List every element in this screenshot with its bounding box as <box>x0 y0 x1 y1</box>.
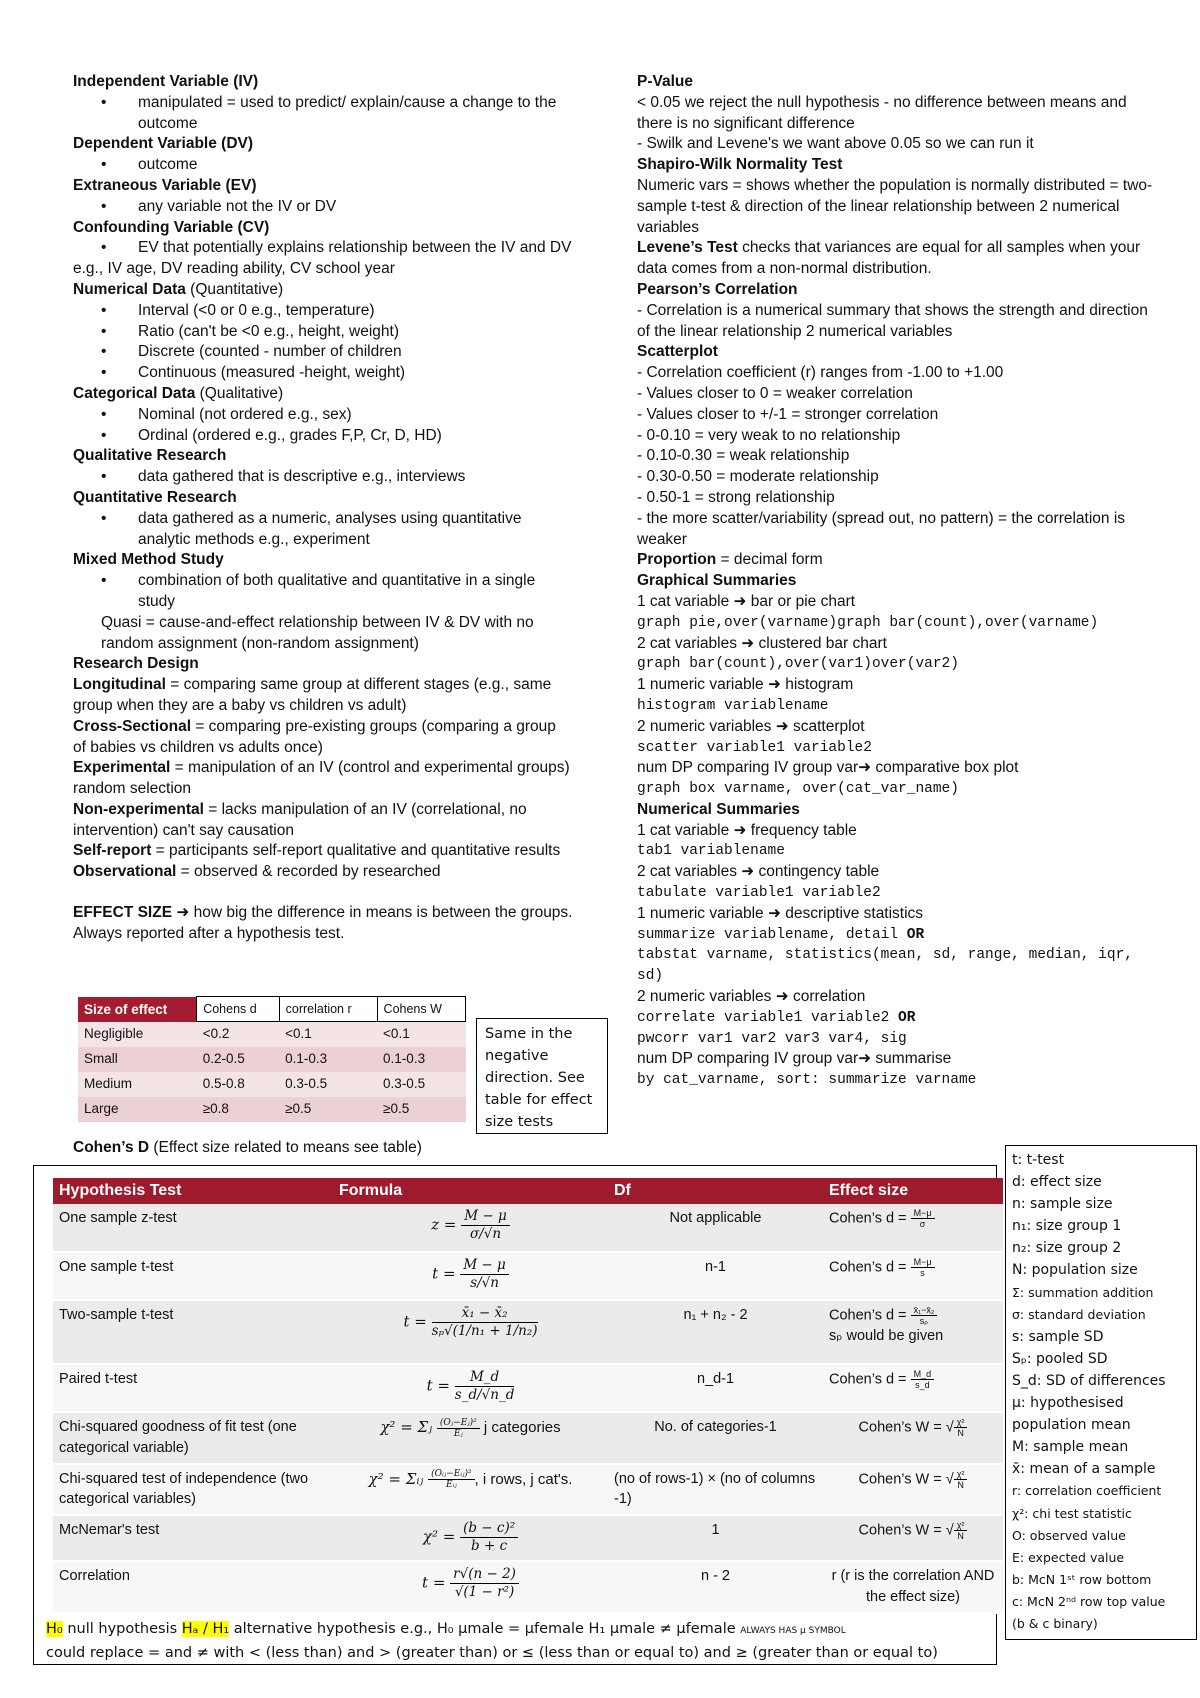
pvalue-heading: P-Value <box>637 73 693 90</box>
table-row <box>78 1072 466 1097</box>
test-name: Chi-squared goodness of fit test (one categorical variable) <box>53 1412 333 1464</box>
graph-line: 2 cat variables ➜ clustered bar chart <box>637 634 887 652</box>
num-line: num DP comparing IV group var➜ summarise <box>637 1050 952 1068</box>
code-line: histogram variablename <box>637 697 829 714</box>
legend-item: t: t-test <box>1012 1152 1065 1168</box>
mixed-heading: Mixed Method Study <box>73 551 224 569</box>
num-bullet: • Interval (<0 or 0 e.g., temperature) <box>73 301 573 322</box>
graph-line: 1 numeric variable ➜ histogram <box>637 676 854 694</box>
df: No. of categories-1 <box>608 1412 823 1464</box>
table-row <box>78 1097 466 1122</box>
non-experimental-text: Non-experimental = lacks manipulation of an IV (correlational, no intervention) can't say causation <box>73 800 527 839</box>
code-line: scatter variable1 variable2 <box>637 739 872 756</box>
effect-size: Cohen’s W = √ $\frac{\text{χ²}}{N}$ <box>823 1515 1003 1561</box>
cv-example: e.g., IV age, DV reading ability, CV school year <box>73 260 395 278</box>
code-line: graph pie,over(varname)graph bar(count),over(varname) <box>637 614 1099 631</box>
iv-heading: Independent Variable (IV) <box>73 73 259 90</box>
code-line: summarize variablename, detail OR <box>637 926 925 943</box>
pvalue-text-2: - Swilk and Levene's we want above 0.05 so we can run it <box>637 135 1034 153</box>
table-header: Formula <box>333 1178 608 1204</box>
table-cell: ≥0.5 <box>279 1097 377 1122</box>
legend-item: E: expected value <box>1012 1549 1125 1565</box>
pearson-text: - Correlation is a numerical summary that shows the strength and direction of the linear relationship 2 numerical variables <box>637 301 1148 340</box>
quasi-text: Quasi = cause-and-effect relationship between IV & DV with no random assignment (non-random assignment) <box>101 613 534 652</box>
table-cell: 0.5-0.8 <box>197 1072 279 1097</box>
right-column <box>637 72 1157 1091</box>
table-header: Df <box>608 1178 823 1204</box>
effect-size: Cohen’s d = $\frac{\text{x̄₁−x̄₂}}{\text{sₚ}}$ sₚ would be given <box>823 1300 1003 1364</box>
num-bullet: • Discrete (counted - number of children <box>73 342 573 363</box>
self-report-text: Self-report = participants self-report qualitative and quantitative results <box>73 842 561 860</box>
qual-bullet: • data gathered that is descriptive e.g., interviews <box>73 467 573 488</box>
df: n - 2 <box>608 1561 823 1613</box>
hypothesis-table <box>53 1178 1003 1614</box>
mixed-bullet: • combination of both qualitative and quantitative in a single study <box>73 571 573 613</box>
table-header: correlation r <box>279 997 377 1022</box>
formula: χ² = $\frac{\text{(b − c)²}}{b + c}$ <box>333 1515 608 1561</box>
experimental-text: Experimental = manipulation of an IV (control and experimental groups) random selection <box>73 759 570 798</box>
hypothesis-footer <box>46 1618 1006 1664</box>
footer-line-2: could replace = and ≠ with < (less than) and > (greater than) or ≤ (less than or equal to) and ≥ (greater than or equal to) <box>46 1645 938 1661</box>
table-cell: <0.2 <box>197 1022 279 1047</box>
levene-text: Levene’s Test checks that variances are equal for all samples when your data comes from a non-normal distribution. <box>637 239 1141 278</box>
effect-size: Cohen’s d = $\frac{M\_d}{s\_d}$ <box>823 1364 1003 1412</box>
scatterplot-heading: Scatterplot <box>637 343 718 361</box>
formula: t = $\frac{\text{x̄₁ − x̄₂}}{\text{sₚ√(1/n₁ + 1/n₂)}}$ <box>333 1300 608 1364</box>
effect-size-table <box>78 996 466 1122</box>
scatter-line: - 0-0.10 = very weak to no relationship <box>637 426 901 444</box>
legend-item: b: McN 1ˢᵗ row bottom <box>1012 1571 1152 1587</box>
legend-item: n: sample size <box>1012 1196 1113 1213</box>
table-header: Cohens d <box>197 997 279 1022</box>
formula: χ² = Σⱼ $\frac{\text{(Oⱼ−Eⱼ)²}}{\text{Eⱼ}}$ j categories <box>333 1412 608 1464</box>
table-cell: 0.3-0.5 <box>377 1072 465 1097</box>
code-line: tab1 variablename <box>637 843 785 860</box>
cross-sectional-text: Cross-Sectional = comparing pre-existing groups (comparing a group of babies vs children vs adults once) <box>73 717 556 756</box>
test-name: Chi-squared test of independence (two categorical variables) <box>53 1464 333 1516</box>
proportion-text: Proportion = decimal form <box>637 551 823 569</box>
table-row <box>53 1300 1003 1364</box>
num-line: 1 cat variable ➜ frequency table <box>637 821 857 839</box>
df: 1 <box>608 1515 823 1561</box>
numerical-heading: Numerical Data (Quantitative) <box>73 280 284 298</box>
pvalue-text: < 0.05 we reject the null hypothesis - no difference between means and there is no significant difference <box>637 93 1127 132</box>
legend-item: N: population size <box>1012 1262 1138 1279</box>
table-header: Hypothesis Test <box>53 1178 333 1204</box>
legend-item: x̄: mean of a sample <box>1012 1461 1156 1478</box>
graph-line: 2 numeric variables ➜ scatterplot <box>637 717 865 735</box>
research-design-heading: Research Design <box>73 655 199 673</box>
formula: z = $\frac{M - \mu}{\sigma/√n}$ <box>333 1204 608 1252</box>
table-row <box>53 1464 1003 1516</box>
iv-bullet: • manipulated = used to predict/ explain/cause a change to the outcome <box>73 93 573 135</box>
code-line: tabstat varname, statistics(mean, sd, range, median, iqr, sd) <box>637 947 1133 985</box>
table-cell: ≥0.8 <box>197 1097 279 1122</box>
num-line: 2 numeric variables ➜ correlation <box>637 988 866 1006</box>
code-line: correlate variable1 variable2 OR <box>637 1009 916 1026</box>
left-column <box>73 72 573 945</box>
qual-heading: Qualitative Research <box>73 447 227 465</box>
symbol-legend <box>1005 1145 1197 1640</box>
observational-text: Observational = observed & recorded by researched <box>73 863 441 881</box>
num-bullet: • Continuous (measured -height, weight) <box>73 363 573 384</box>
effect-note-box: Same in the negative direction. See table for effect size tests <box>476 1018 608 1134</box>
table-row <box>53 1561 1003 1613</box>
graph-line: num DP comparing IV group var➜ comparative box plot <box>637 759 1019 777</box>
table-cell: 0.2-0.5 <box>197 1047 279 1072</box>
table-row <box>78 1047 466 1072</box>
legend-item: S_d: SD of differences <box>1012 1372 1166 1389</box>
table-row <box>53 1204 1003 1252</box>
code-line: tabulate variable1 variable2 <box>637 885 881 902</box>
scatter-line: - the more scatter/variability (spread out, no pattern) = the correlation is weaker <box>637 509 1126 548</box>
legend-item: Σ: summation addition <box>1012 1284 1154 1300</box>
df: n_d-1 <box>608 1364 823 1412</box>
legend-item: s: sample SD <box>1012 1328 1104 1345</box>
ev-heading: Extraneous Variable (EV) <box>73 176 257 194</box>
num-line: 1 numeric variable ➜ descriptive statistics <box>637 904 924 922</box>
scatter-line: - Correlation coefficient (r) ranges from -1.00 to +1.00 <box>637 364 1004 382</box>
formula: t = $\frac{M\_d}{s\_d/√n\_d}$ <box>333 1364 608 1412</box>
effect-size: r (r is the correlation AND the effect size) <box>823 1561 1003 1613</box>
shapiro-text: Numeric vars = shows whether the population is normally distributed = two-sample t-test & direction of the linear relationship between 2 numerical variables <box>637 176 1153 236</box>
effect-size: Cohen’s d = $\frac{M-\mu}{\sigma}$ <box>823 1204 1003 1252</box>
table-row <box>53 1364 1003 1412</box>
cv-bullet: • EV that potentially explains relationship between the IV and DV <box>73 238 573 259</box>
longitudinal-text: Longitudinal = comparing same group at different stages (e.g., same group when they are a baby vs children vs adult) <box>73 676 552 714</box>
table-cell: ≥0.5 <box>377 1097 465 1122</box>
test-name: Correlation <box>53 1561 333 1613</box>
legend-item: r: correlation coefficient <box>1012 1483 1162 1499</box>
df: Not applicable <box>608 1204 823 1252</box>
table-header: Effect size <box>823 1178 1003 1204</box>
test-name: McNemar's test <box>53 1515 333 1561</box>
test-name: One sample z-test <box>53 1204 333 1252</box>
shapiro-heading: Shapiro-Wilk Normality Test <box>637 156 843 174</box>
scatter-line: - 0.30-0.50 = moderate relationship <box>637 468 879 486</box>
scatter-line: - Values closer to 0 = weaker correlation <box>637 384 913 402</box>
legend-item: c: McN 2ⁿᵈ row top value <box>1012 1593 1166 1609</box>
table-row <box>53 1515 1003 1561</box>
table-row <box>53 1252 1003 1300</box>
code-line: graph bar(count),over(var1)over(var2) <box>637 656 959 673</box>
legend-item: μ: hypothesised population mean <box>1012 1395 1131 1434</box>
effect-size: Cohen’s W = √ $\frac{\text{χ²}}{N}$ <box>823 1412 1003 1464</box>
legend-item: σ: standard deviation <box>1012 1306 1146 1322</box>
effect-size-text: EFFECT SIZE ➜ how big the difference in means is between the groups. Always reported after a hypothesis test. <box>73 904 573 942</box>
code-line: pwcorr var1 var2 var3 var4, sig <box>637 1030 907 1047</box>
formula: χ² = Σᵢⱼ $\frac{\text{(Oᵢⱼ−Eᵢⱼ)²}}{\text{Eᵢⱼ}}$ , i rows, j cat's. <box>333 1464 608 1516</box>
footer-line-1: H₀ null hypothesis Hₐ / H₁ alternative hypothesis e.g., H₀ μmale = μfemale H₁ μmale ≠ μfemale ALWAYS HAS μ SYMBOL <box>46 1621 846 1637</box>
legend-item: Sₚ: pooled SD <box>1012 1350 1108 1367</box>
df: n₁ + n₂ - 2 <box>608 1300 823 1364</box>
table-cell: Small <box>78 1047 197 1072</box>
num-line: 2 cat variables ➜ contingency table <box>637 863 880 881</box>
table-row <box>78 1022 466 1047</box>
test-name: Paired t-test <box>53 1364 333 1412</box>
dv-heading: Dependent Variable (DV) <box>73 135 254 153</box>
formula: t = $\frac{r√(n - 2)}{\text{√(1 − r²)}}$ <box>333 1561 608 1613</box>
cat-bullet: • Nominal (not ordered e.g., sex) <box>73 405 573 426</box>
test-name: Two-sample t-test <box>53 1300 333 1364</box>
scatter-line: - Values closer to +/-1 = stronger correlation <box>637 405 939 423</box>
code-line: graph box varname, over(cat_var_name) <box>637 781 959 798</box>
legend-item: n₂: size group 2 <box>1012 1240 1122 1257</box>
table-header: Size of effect <box>78 997 197 1022</box>
legend-item: O: observed value <box>1012 1527 1126 1543</box>
categorical-heading: Categorical Data (Qualitative) <box>73 384 284 402</box>
cv-heading: Confounding Variable (CV) <box>73 218 270 236</box>
scatter-line: - 0.10-0.30 = weak relationship <box>637 447 850 465</box>
legend-item: χ²: chi test statistic <box>1012 1505 1132 1521</box>
legend-item: d: effect size <box>1012 1174 1102 1191</box>
table-cell: Medium <box>78 1072 197 1097</box>
pearson-heading: Pearson’s Correlation <box>637 280 798 298</box>
graphical-heading: Graphical Summaries <box>637 572 797 590</box>
quant-bullet: • data gathered as a numeric, analyses using quantitative analytic methods e.g., experiment <box>73 509 573 551</box>
quant-heading: Quantitative Research <box>73 488 237 506</box>
code-line: by cat_varname, sort: summarize varname <box>637 1072 977 1089</box>
test-name: One sample t-test <box>53 1252 333 1300</box>
df: n-1 <box>608 1252 823 1300</box>
legend-item: (b & c binary) <box>1012 1615 1098 1631</box>
table-header: Cohens W <box>377 997 465 1022</box>
df: (no of rows-1) × (no of columns -1) <box>608 1464 823 1516</box>
table-cell: <0.1 <box>279 1022 377 1047</box>
table-cell: 0.1-0.3 <box>279 1047 377 1072</box>
table-cell: <0.1 <box>377 1022 465 1047</box>
formula: t = $\frac{M - \mu}{s/√n}$ <box>333 1252 608 1300</box>
table-row <box>53 1412 1003 1464</box>
table-cell: Negligible <box>78 1022 197 1047</box>
dv-bullet: • outcome <box>73 155 573 176</box>
scatter-line: - 0.50-1 = strong relationship <box>637 488 835 506</box>
effect-size: Cohen’s d = $\frac{M-\mu}{s}$ <box>823 1252 1003 1300</box>
cat-bullet: • Ordinal (ordered e.g., grades F,P, Cr, D, HD) <box>73 426 573 447</box>
legend-item: n₁: size group 1 <box>1012 1218 1122 1235</box>
ev-bullet: • any variable not the IV or DV <box>73 197 573 218</box>
table-cell: 0.3-0.5 <box>279 1072 377 1097</box>
numerical-summaries-heading: Numerical Summaries <box>637 800 800 818</box>
table-cell: 0.1-0.3 <box>377 1047 465 1072</box>
num-bullet: • Ratio (can't be <0 e.g., height, weight) <box>73 322 573 343</box>
effect-size: Cohen’s W = √ $\frac{\text{χ²}}{N}$ <box>823 1464 1003 1516</box>
graph-line: 1 cat variable ➜ bar or pie chart <box>637 592 856 610</box>
legend-item: M: sample mean <box>1012 1439 1129 1456</box>
table-cell: Large <box>78 1097 197 1122</box>
cohens-d-line: Cohen’s D (Effect size related to means see table) <box>73 1139 422 1156</box>
